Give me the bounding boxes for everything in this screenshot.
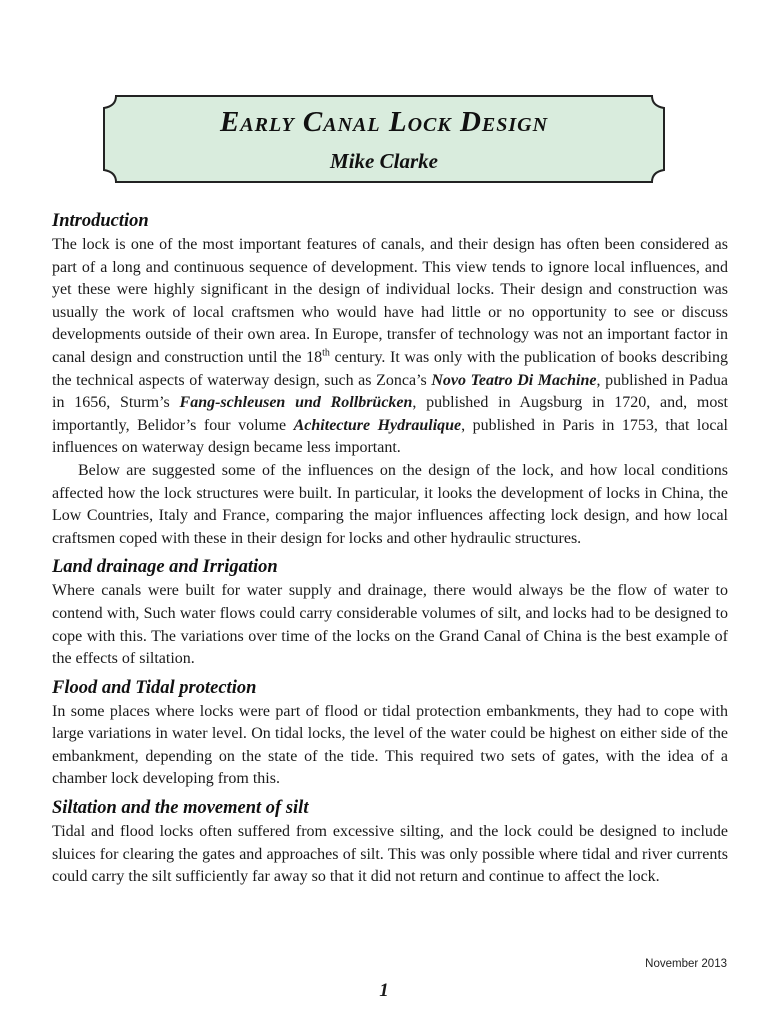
heading-land-drainage: Land drainage and Irrigation xyxy=(52,557,278,578)
paragraph-siltation: Tidal and flood locks often suffered from excessive silting, and the lock could be designed to include sluices for clearing the gates and approaches of silt. This was only possible where tidal and river currents could carry the silt sufficiently far away so that it did not return and continue to affect the lock. xyxy=(52,823,728,886)
heading-introduction: Introduction xyxy=(52,211,149,231)
paragraph-land-drainage: Where canals were built for water supply and drainage, there would always be the flow of water to contend with, Such water flows could carry considerable volumes of silt, and locks had to be designed to cope with this. The variations over time of the locks on the Grand Canal of China is the best example of the effects of siltation. xyxy=(52,582,728,668)
article-body xyxy=(52,208,728,889)
paragraph-intro-1: The lock is one of the most important features of canals, and their design has often been considered as part of a long and continuous sequence of development. This view tends to ignore local influences, and yet these were highly significant in the design of individual locks. Their design and construction was usually the work of local craftsmen who would have had little or no opportunity to see or discuss developments outside of their own area. In Europe, transfer of technology was not an important factor in canal design and construction until the 18th century. It was only with the publication of books describing the technical aspects of waterway design, such as Zonca’s Novo Teatro Di Machine, published in Padua in 1656, Sturm’s Fang-schleusen und Rollbrücken, published in Augsburg in 1720, and, most importantly, Belidor’s four volume Achitecture Hydraulique, published in Paris in 1753, that local influences on waterway design became less important. xyxy=(52,236,729,457)
book-title: Achitecture Hydraulique xyxy=(293,416,462,434)
book-title: Fang-schleusen und Rollbrücken xyxy=(179,394,413,412)
paragraph-intro-2: Below are suggested some of the influences on the design of the lock, and how local conditions affected how the lock structures were built. In particular, it looks the development of locks in China, the Low Countries, Italy and France, comparing the major influences affecting lock design, and how local craftsmen coped with these in their design for locks and other hydraulic structures. xyxy=(52,461,728,547)
page-number: 1 xyxy=(379,980,389,1001)
article-title: Early Canal Lock Design xyxy=(219,106,549,138)
article-author: Mike Clarke xyxy=(330,149,438,173)
heading-siltation: Siltation and the movement of silt xyxy=(52,798,309,819)
heading-flood-tidal: Flood and Tidal protection xyxy=(52,677,257,698)
issue-date: November 2013 xyxy=(645,958,727,970)
book-title: Novo Teatro Di Machine xyxy=(431,371,597,389)
paragraph-flood-tidal: In some places where locks were part of flood or tidal protection embankments, they had to cope with large variations in water level. On tidal locks, the level of the water could be highest on either side of the embankment, depending on the state of the tide. This required two sets of gates, with the idea of a chamber lock developing from this. xyxy=(52,702,728,788)
